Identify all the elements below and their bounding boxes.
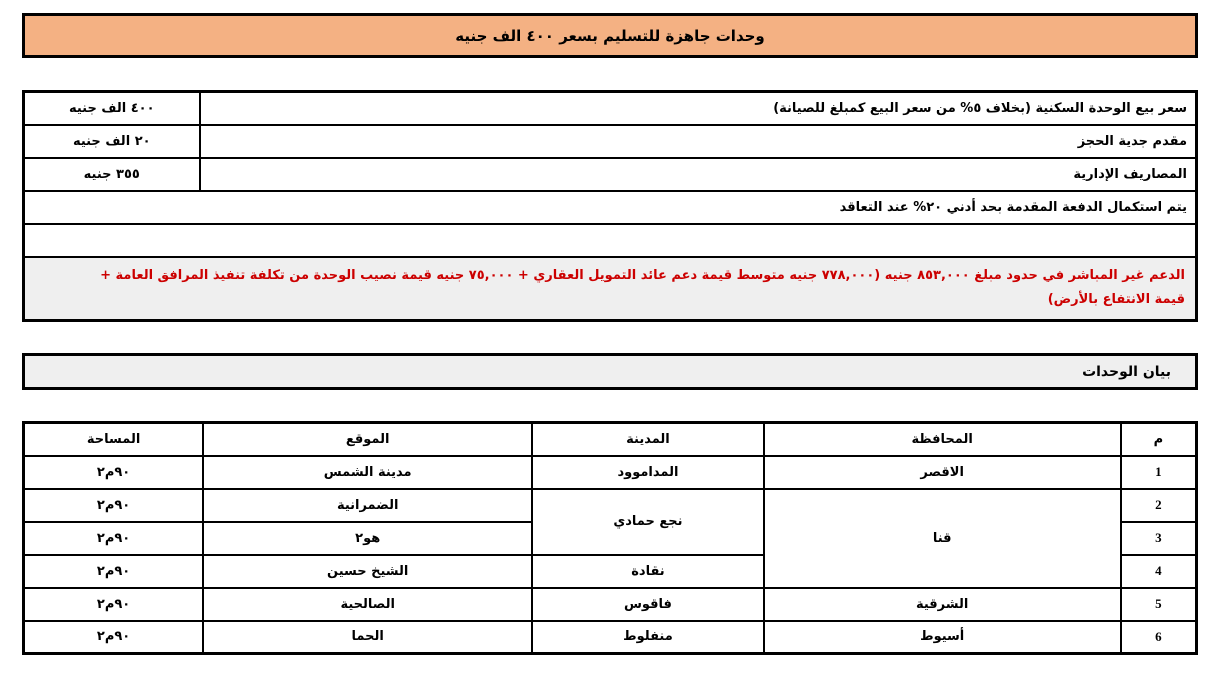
price-label: سعر بيع الوحدة السكنية (بخلاف ٥% من سعر البيع كمبلغ للصيانة) (200, 92, 1197, 125)
cell-city: نجع حمادي (532, 489, 763, 555)
section-title (22, 353, 1198, 390)
table-row (24, 456, 1197, 489)
cell-governorate: قنا (764, 489, 1121, 588)
admin-fees-row (24, 158, 1197, 191)
page-title-text: وحدات جاهزة للتسليم بسعر ٤٠٠ الف جنيه (455, 26, 765, 45)
table-row (24, 489, 1197, 522)
price-value: ٤٠٠ الف جنيه (24, 92, 200, 125)
cell-no: 6 (1121, 621, 1197, 654)
cell-no: 2 (1121, 489, 1197, 522)
cell-location: الصالحية (203, 588, 532, 621)
cell-no: 4 (1121, 555, 1197, 588)
units-header-row (24, 423, 1197, 456)
subsidy-note (24, 257, 1197, 321)
header-area: المساحة (24, 423, 204, 456)
deposit-label: مقدم جدية الحجز (200, 125, 1197, 158)
subsidy-row (24, 257, 1197, 321)
cell-city: منفلوط (532, 621, 763, 654)
cell-location: هو٢ (203, 522, 532, 555)
header-location: الموقع (203, 423, 532, 456)
cell-city: فاقوس (532, 588, 763, 621)
cell-area: ٩٠م٢ (24, 588, 204, 621)
empty-cell (24, 224, 1197, 257)
cell-no: 1 (1121, 456, 1197, 489)
cell-city: المداموود (532, 456, 763, 489)
cell-no: 5 (1121, 588, 1197, 621)
header-city: المدينة (532, 423, 763, 456)
table-row (24, 588, 1197, 621)
units-table (22, 421, 1198, 655)
table-row (24, 621, 1197, 654)
cell-area: ٩٠م٢ (24, 621, 204, 654)
note-row (24, 191, 1197, 224)
cell-area: ٩٠م٢ (24, 456, 204, 489)
cell-location: الشيخ حسين (203, 555, 532, 588)
header-no: م (1121, 423, 1197, 456)
cell-city: نقادة (532, 555, 763, 588)
header-governorate: المحافظة (764, 423, 1121, 456)
page-title (22, 13, 1198, 58)
empty-row (24, 224, 1197, 257)
cell-location: مدينة الشمس (203, 456, 532, 489)
subsidy-line-1: الدعم غير المباشر في حدود مبلغ ٨٥٣,٠٠٠ جنيه (٧٧٨,٠٠٠ جنيه متوسط قيمة دعم عائد التمويل العقاري + ٧٥,٠٠٠ جنيه قيمة نصيب الوحدة من تكلفة تنفيذ المرافق العامة + (100, 268, 1185, 284)
cell-location: الضمرانية (203, 489, 532, 522)
admin-fees-value: ٣٥٥ جنيه (24, 158, 200, 191)
cell-area: ٩٠م٢ (24, 522, 204, 555)
cell-governorate: أسيوط (764, 621, 1121, 654)
cell-governorate: الشرقية (764, 588, 1121, 621)
pricing-table (22, 90, 1198, 322)
subsidy-line-2: قيمة الانتفاع بالأرض) (1047, 292, 1185, 308)
cell-no: 3 (1121, 522, 1197, 555)
deposit-value: ٢٠ الف جنيه (24, 125, 200, 158)
cell-area: ٩٠م٢ (24, 489, 204, 522)
cell-location: الحما (203, 621, 532, 654)
cell-governorate: الاقصر (764, 456, 1121, 489)
section-title-text: بيان الوحدات (1082, 363, 1171, 380)
price-row (24, 92, 1197, 125)
down-payment-note: يتم استكمال الدفعة المقدمة بحد أدني ٢٠% عند التعاقد (24, 191, 1197, 224)
deposit-row (24, 125, 1197, 158)
cell-area: ٩٠م٢ (24, 555, 204, 588)
admin-fees-label: المصاريف الإدارية (200, 158, 1197, 191)
